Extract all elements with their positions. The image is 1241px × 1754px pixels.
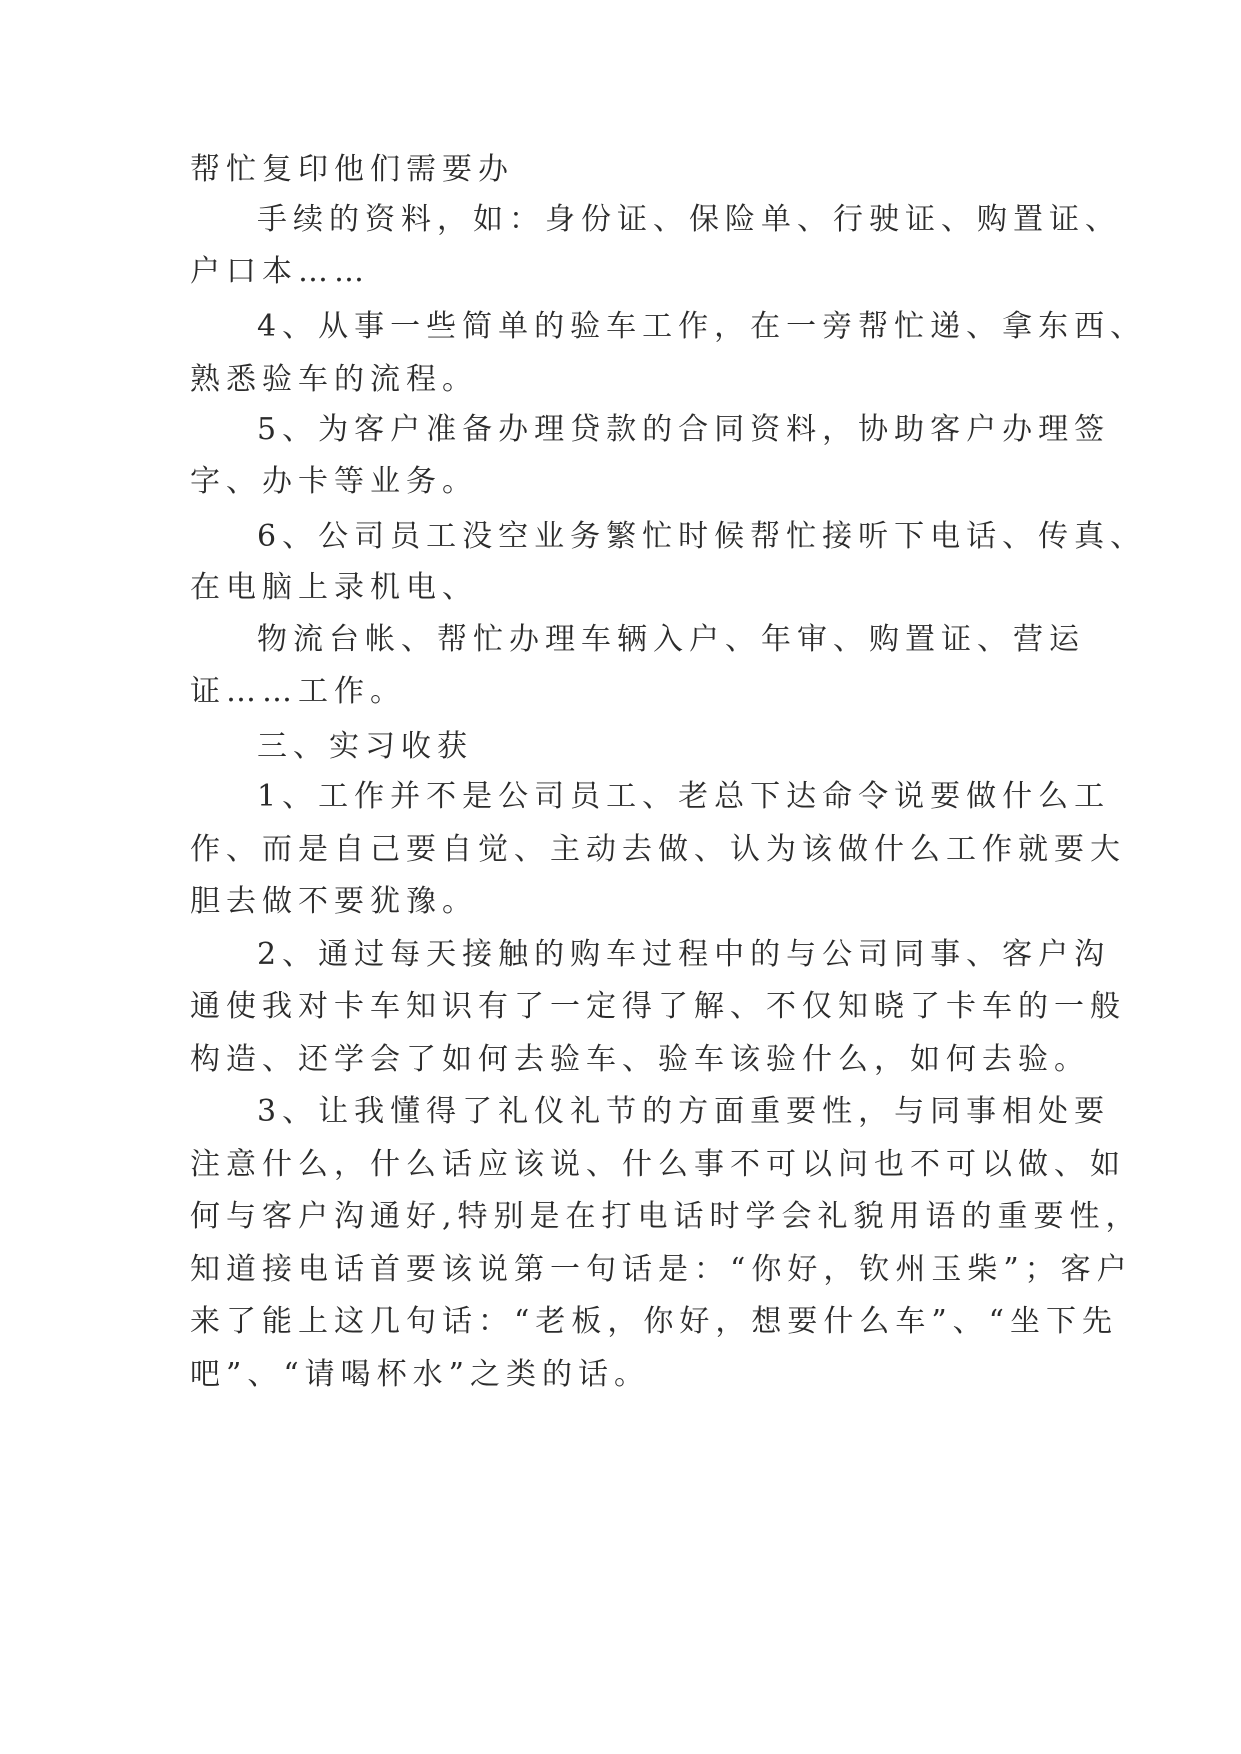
- text-line: 物流台帐、帮忙办理车辆入户、年审、购置证、营运: [257, 622, 1085, 657]
- text-line: 熟悉验车的流程。: [190, 362, 478, 397]
- text-line: 4、从事一些简单的验车工作，在一旁帮忙递、拿东西、: [257, 309, 1147, 344]
- text-line: 注意什么，什么话应该说、什么事不可以问也不可以做、如: [190, 1147, 1126, 1182]
- text-line: 5、为客户准备办理贷款的合同资料，协助客户办理签: [257, 412, 1111, 447]
- text-line: 手续的资料，如：身份证、保险单、行驶证、购置证、: [257, 202, 1121, 237]
- text-line: 6、公司员工没空业务繁忙时候帮忙接听下电话、传真、: [257, 519, 1147, 554]
- text-line: 胆去做不要犹豫。: [190, 884, 478, 919]
- text-line: 作、而是自己要自觉、主动去做、认为该做什么工作就要大: [190, 832, 1126, 867]
- text-line: 2、通过每天接触的购车过程中的与公司同事、客户沟: [257, 937, 1111, 972]
- text-line: 知道接电话首要该说第一句话是：“你好，钦州玉柴”；客户: [190, 1252, 1133, 1287]
- text-line: 帮忙复印他们需要办: [190, 152, 514, 187]
- section-heading: 三、实习收获: [257, 729, 473, 764]
- text-line: 1、工作并不是公司员工、老总下达命令说要做什么工: [257, 779, 1111, 814]
- text-line: 在电脑上录机电、: [190, 570, 478, 605]
- text-line: 户口本……: [190, 254, 370, 289]
- text-line: 3、让我懂得了礼仪礼节的方面重要性，与同事相处要: [257, 1094, 1111, 1129]
- text-line: 字、办卡等业务。: [190, 464, 478, 499]
- text-line: 何与客户沟通好,特别是在打电话时学会礼貌用语的重要性，: [190, 1199, 1142, 1234]
- text-line: 构造、还学会了如何去验车、验车该验什么，如何去验。: [190, 1042, 1090, 1077]
- text-line: 吧”、“请喝杯水”之类的话。: [190, 1357, 651, 1392]
- text-line: 来了能上这几句话：“老板，你好，想要什么车”、“坐下先: [190, 1304, 1119, 1339]
- text-line: 证……工作。: [190, 674, 406, 709]
- text-line: 通使我对卡车知识有了一定得了解、不仅知晓了卡车的一般: [190, 989, 1126, 1024]
